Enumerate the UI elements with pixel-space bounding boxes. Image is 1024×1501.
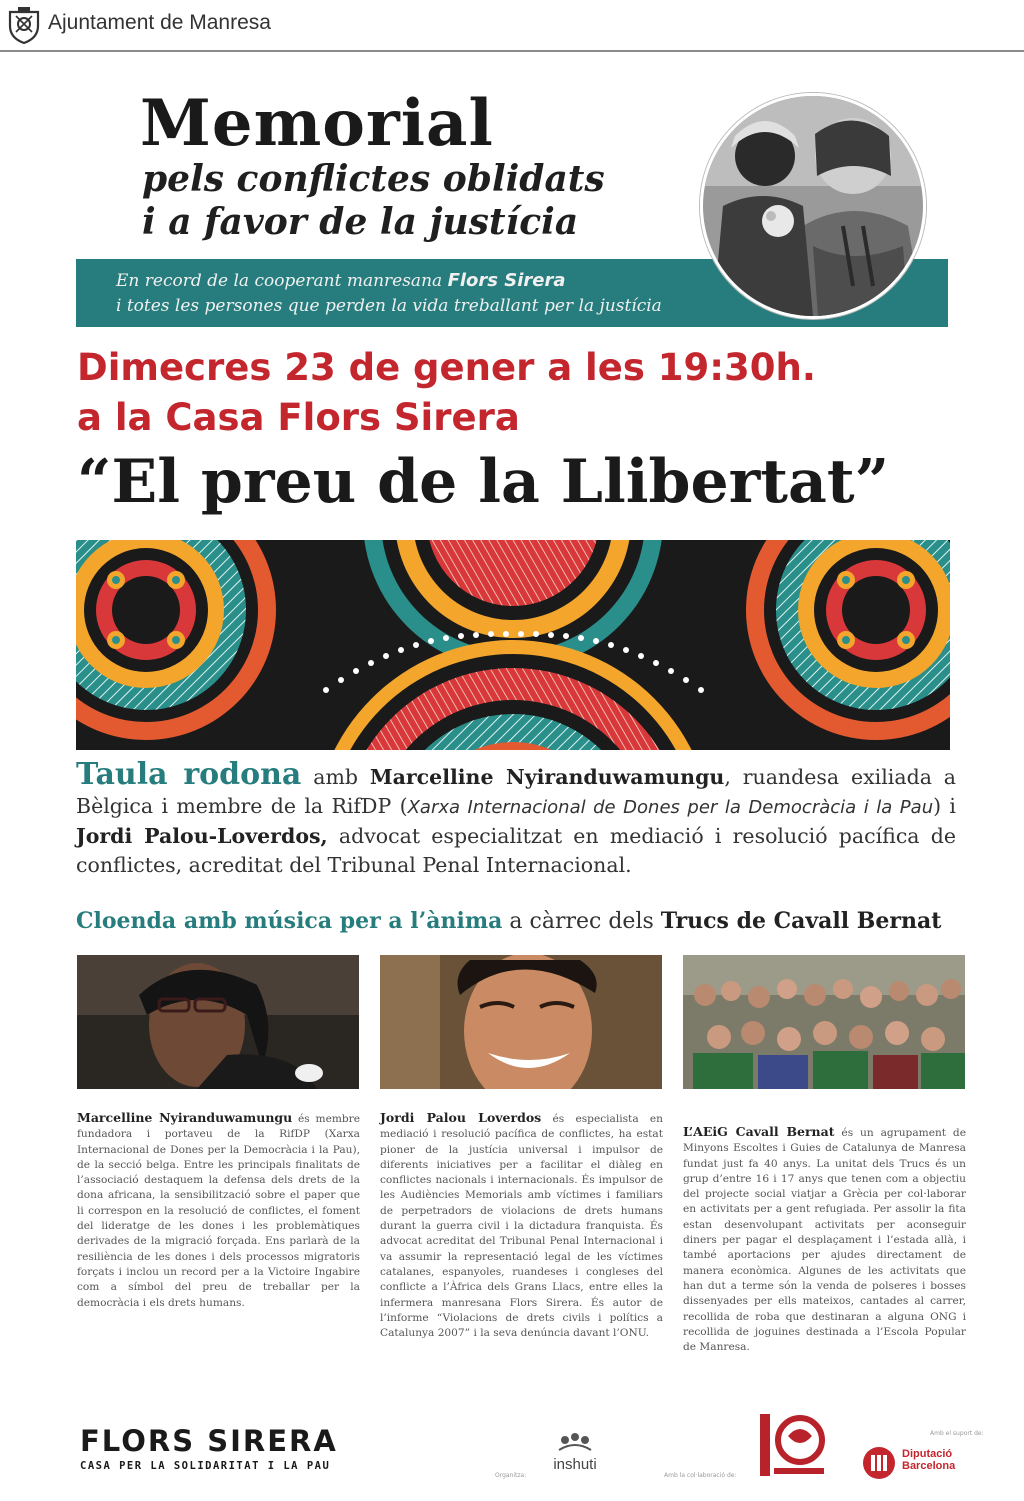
dipu-line1: Diputació	[902, 1448, 953, 1460]
diputacio-icon	[862, 1446, 896, 1480]
diputacio-barcelona-logo	[862, 1446, 956, 1484]
round-table-label: Taula rodona	[76, 757, 302, 792]
inshuti-icon	[555, 1430, 595, 1452]
organization-name: Xarxa Internacional de Dones per la Democràcia i la Pau	[407, 797, 934, 818]
trucs-logo-icon	[760, 1414, 826, 1476]
site-brand[interactable]: Ajuntament de Manresa	[48, 11, 271, 34]
event-location: a la Casa Flors Sirera	[77, 396, 520, 439]
bio-name: Jordi Palou Loverdos	[380, 1110, 542, 1125]
bio-jordi	[380, 1110, 663, 1341]
round-table-description: Taula rodona amb Marcelline Nyiranduwamungu, ruandesa exiliada a Bèlgica i membre de la RifDP (Xarxa Internacional de Dones per la Democràcia i la Pau) i Jordi Palou-Loverdos, advocat especialitzat en mediació i resolució pacífica de conflictes, acreditat del Tribunal Penal Internacional.	[76, 757, 956, 877]
logo-tagline: CASA PER LA SOLIDARITAT I LA PAU	[80, 1460, 331, 1472]
speaker1-name: Marcelline Nyiranduwamungu	[369, 765, 725, 789]
collaboration-label: Amb la col·laboració de:	[664, 1472, 737, 1479]
african-pattern-image	[76, 540, 950, 750]
poster-title: Memorial	[140, 86, 494, 161]
bio-name: Marcelline Nyiranduwamungu	[77, 1110, 293, 1125]
event-title: “El preu de la Llibertat”	[77, 447, 890, 517]
event-date: Dimecres 23 de gener a les 19:30h.	[77, 346, 816, 389]
dipu-line2: Barcelona	[902, 1460, 956, 1472]
banner-line2-text: i totes les persones que perden la vida treballant per la justícia	[116, 296, 662, 316]
inshuti-logo	[540, 1430, 610, 1473]
bio-aeig	[683, 1124, 966, 1355]
site-header	[0, 0, 1024, 52]
bio-marcelline	[77, 1110, 360, 1311]
cavall-bernat-group-photo	[683, 955, 965, 1089]
banner-line1-text: En record de la cooperant manresana	[116, 271, 448, 291]
flors-sirera-photo	[700, 93, 926, 319]
closing-line: Cloenda amb música per a l’ànima a càrrec dels Trucs de Cavall Bernat	[76, 908, 942, 934]
marcelline-photo	[77, 955, 359, 1089]
support-label: Amb el suport de:	[930, 1430, 984, 1437]
closing-label: Cloenda amb música per a l’ànima	[76, 908, 503, 934]
poster-subtitle-line1: pels conflictes oblidats	[142, 158, 605, 200]
bio-name: L’AEiG Cavall Bernat	[683, 1124, 835, 1139]
bio-text: és un agrupament de Minyons Escoltes i Guies de Catalunya de Manresa fundat just fa 40 anys. La unitat dels Trucs és un grup d’entre 16 i 17 anys que tenen com a objectiu del projecte social viatjar a Grècia per col·laborar en activitats per a gent refugiada. Per assolir la fita estan desenvolupant activitats per aconseguir diners per pagar el desplaçament i l’estada allà, i també aportacions per ajudes directament de manera econòmica. Algunes de les activitats que han dut a terme són la venda de polseres i bosses dissenyades per ells mateixos, cantades al carrer, recollida de roba que destinaran a alguna ONG i recollida de joguines destinada a l’Escola Popular de Manresa.	[683, 1127, 966, 1354]
organizer-label: Organitza:	[495, 1472, 527, 1479]
banner-name: Flors Sirera	[447, 270, 566, 291]
flors-sirera-logo	[80, 1424, 338, 1472]
logo-name: FLORS SIRERA	[80, 1424, 338, 1458]
bio-text: és especialista en mediació i resolució pacífica de conflictes, ha estat pioner de la justícia universal i impulsor de diferents iniciatives per a facilitar el diàleg en conflictes nacionals i internacionals. És impulsor de les Audiències Memorials amb víctimes i familiars de perpetradors de violacions de drets humans durant la guerra civil i la dictadura franquista. És advocat acreditat del Tribunal Penal Internacional i va assumir la representació legal de les víctimes catalanes, espanyoles, ruandeses i congleses del conflicte a l’Àfrica dels Grans Llacs, entre elles la infermera manresana Flors Sirera. És autor de l’informe “Violacions de drets civils i polítics a Catalunya 2007” i la seva denúncia davant l’ONU.	[380, 1113, 663, 1340]
jordi-photo	[380, 955, 662, 1089]
inshuti-text: inshuti	[553, 1456, 597, 1473]
city-crest-icon	[6, 6, 42, 44]
closing-group: Trucs de Cavall Bernat	[660, 908, 942, 934]
bio-text: és membre fundadora i portaveu de la RifDP (Xarxa Internacional de Dones per la Democràcia i la Pau), de la secció belga. Entre les principals finalitats de l’associació destaquem la defensa dels drets de la dona africana, la sensibilització sobre el paper que li correspon en la resolució de conflictes, el foment del lideratge de les dones i les problemàtiques derivades de la migració forçada. Ens parlarà de la resiliència de les dones i dels processos migratoris forçats i inclou un record per a la Victoire Ingabire com a símbol del preu de treballar per la democràcia i els drets humans.	[77, 1113, 360, 1309]
speaker2-name: Jordi Palou-Loverdos,	[76, 824, 328, 848]
poster-subtitle-line2: i a favor de la justícia	[142, 201, 579, 243]
